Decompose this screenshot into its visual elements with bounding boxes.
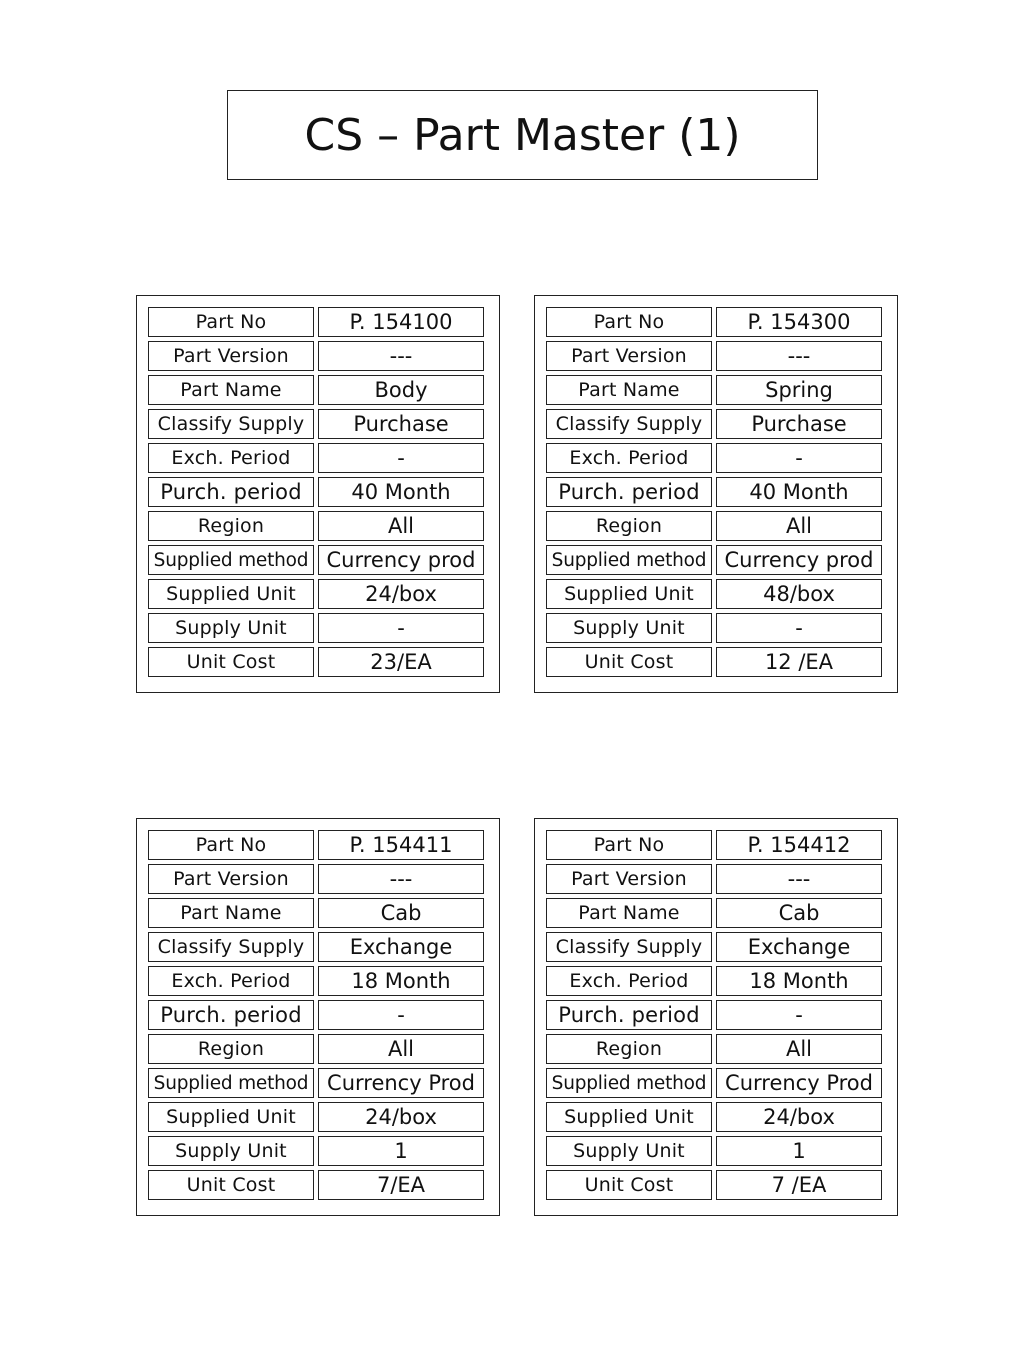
value-purch-period: 40 Month [318, 477, 484, 507]
label-supplied-unit: Supplied Unit [546, 1102, 712, 1132]
label-part-name: Part Name [546, 375, 712, 405]
label-classify-supply: Classify Supply [148, 932, 314, 962]
value-exch-period: - [318, 443, 484, 473]
value-part-name: Spring [716, 375, 882, 405]
label-supplied-unit: Supplied Unit [546, 579, 712, 609]
value-supplied-unit: 48/box [716, 579, 882, 609]
value-region: All [318, 1034, 484, 1064]
value-exch-period: 18 Month [318, 966, 484, 996]
part-card [534, 295, 898, 693]
label-part-no: Part No [546, 307, 712, 337]
label-supply-unit: Supply Unit [148, 613, 314, 643]
value-part-version: --- [318, 864, 484, 894]
value-classify-supply: Purchase [716, 409, 882, 439]
label-supplied-method: Supplied method [546, 1068, 712, 1098]
label-exch-period: Exch. Period [546, 966, 712, 996]
value-part-name: Body [318, 375, 484, 405]
value-supply-unit: - [318, 613, 484, 643]
value-unit-cost: 7/EA [318, 1170, 484, 1200]
value-supplied-method: Currency Prod [318, 1068, 484, 1098]
label-region: Region [546, 1034, 712, 1064]
label-supplied-method: Supplied method [148, 1068, 314, 1098]
value-supplied-unit: 24/box [318, 1102, 484, 1132]
value-supplied-method: Currency prod [716, 545, 882, 575]
label-part-version: Part Version [148, 341, 314, 371]
label-part-no: Part No [546, 830, 712, 860]
value-supply-unit: 1 [716, 1136, 882, 1166]
value-unit-cost: 7 /EA [716, 1170, 882, 1200]
label-unit-cost: Unit Cost [148, 1170, 314, 1200]
label-purch-period: Purch. period [546, 477, 712, 507]
value-exch-period: - [716, 443, 882, 473]
label-unit-cost: Unit Cost [546, 647, 712, 677]
label-part-version: Part Version [148, 864, 314, 894]
part-card [136, 295, 500, 693]
label-part-no: Part No [148, 307, 314, 337]
label-unit-cost: Unit Cost [546, 1170, 712, 1200]
label-part-version: Part Version [546, 864, 712, 894]
value-supplied-method: Currency prod [318, 545, 484, 575]
value-exch-period: 18 Month [716, 966, 882, 996]
value-part-version: --- [716, 864, 882, 894]
label-part-name: Part Name [148, 375, 314, 405]
value-classify-supply: Exchange [318, 932, 484, 962]
label-region: Region [148, 1034, 314, 1064]
value-supplied-unit: 24/box [318, 579, 484, 609]
part-card [534, 818, 898, 1216]
label-supplied-unit: Supplied Unit [148, 579, 314, 609]
value-region: All [318, 511, 484, 541]
label-supply-unit: Supply Unit [546, 613, 712, 643]
label-purch-period: Purch. period [148, 477, 314, 507]
value-part-no: P. 154100 [318, 307, 484, 337]
value-part-name: Cab [318, 898, 484, 928]
value-supply-unit: - [716, 613, 882, 643]
label-classify-supply: Classify Supply [148, 409, 314, 439]
value-unit-cost: 12 /EA [716, 647, 882, 677]
value-classify-supply: Exchange [716, 932, 882, 962]
label-exch-period: Exch. Period [148, 966, 314, 996]
value-classify-supply: Purchase [318, 409, 484, 439]
label-supplied-unit: Supplied Unit [148, 1102, 314, 1132]
value-part-no: P. 154411 [318, 830, 484, 860]
value-region: All [716, 511, 882, 541]
value-unit-cost: 23/EA [318, 647, 484, 677]
value-purch-period: - [318, 1000, 484, 1030]
value-supplied-unit: 24/box [716, 1102, 882, 1132]
label-region: Region [148, 511, 314, 541]
value-part-name: Cab [716, 898, 882, 928]
value-region: All [716, 1034, 882, 1064]
label-purch-period: Purch. period [546, 1000, 712, 1030]
part-card [136, 818, 500, 1216]
page-title: CS – Part Master (1) [227, 90, 818, 180]
value-supply-unit: 1 [318, 1136, 484, 1166]
label-supplied-method: Supplied method [546, 545, 712, 575]
value-part-no: P. 154412 [716, 830, 882, 860]
value-part-version: --- [318, 341, 484, 371]
label-part-name: Part Name [546, 898, 712, 928]
label-classify-supply: Classify Supply [546, 409, 712, 439]
label-classify-supply: Classify Supply [546, 932, 712, 962]
label-unit-cost: Unit Cost [148, 647, 314, 677]
label-supply-unit: Supply Unit [546, 1136, 712, 1166]
value-purch-period: 40 Month [716, 477, 882, 507]
value-supplied-method: Currency Prod [716, 1068, 882, 1098]
value-part-no: P. 154300 [716, 307, 882, 337]
value-part-version: --- [716, 341, 882, 371]
label-exch-period: Exch. Period [546, 443, 712, 473]
label-exch-period: Exch. Period [148, 443, 314, 473]
label-part-name: Part Name [148, 898, 314, 928]
value-purch-period: - [716, 1000, 882, 1030]
label-purch-period: Purch. period [148, 1000, 314, 1030]
label-part-version: Part Version [546, 341, 712, 371]
label-region: Region [546, 511, 712, 541]
label-supplied-method: Supplied method [148, 545, 314, 575]
label-supply-unit: Supply Unit [148, 1136, 314, 1166]
label-part-no: Part No [148, 830, 314, 860]
